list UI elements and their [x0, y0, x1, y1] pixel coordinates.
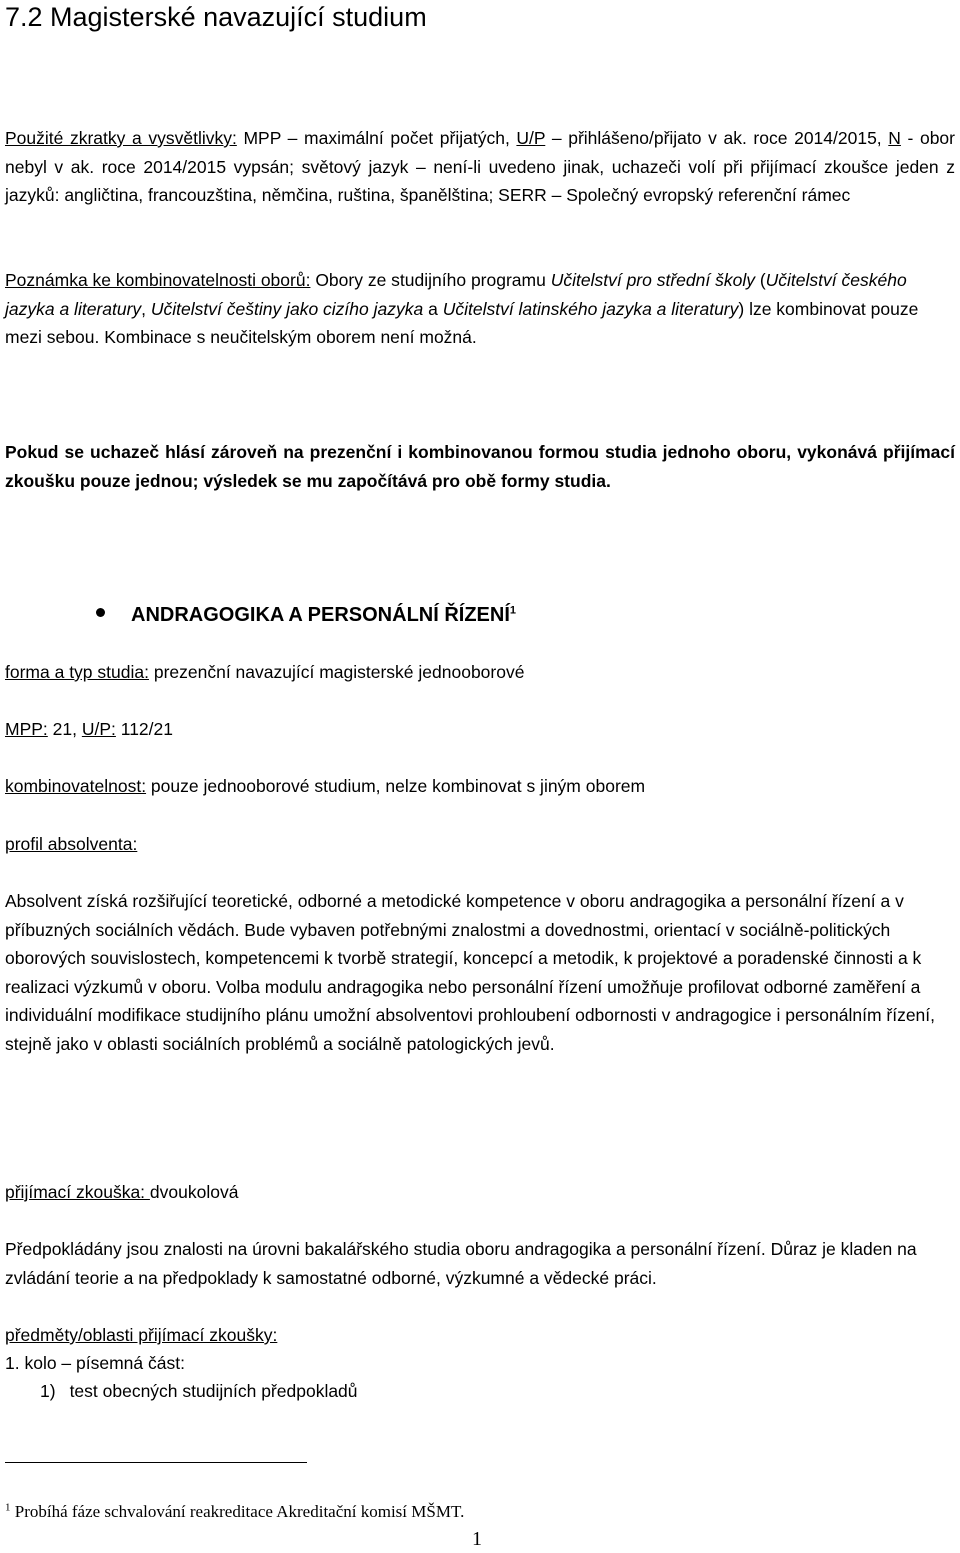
study-form-line: [5, 658, 955, 687]
abbrev-up-label: U/P: [516, 128, 546, 148]
combinability-label: kombinovatelnost:: [5, 776, 147, 796]
bullet-icon: [96, 608, 105, 617]
exam-line: [5, 1178, 955, 1207]
abbreviations-paragraph: [5, 124, 955, 210]
profile-paragraph: Absolvent získá rozšiřující teoretické, odborné a metodické kompetence v oboru andragogika a personální řízení a v příbuzných sociálních vědách. Bude vybaven potřebnými znalostmi a dovednostmi, orientací v sociálně-politických oborových souvislostech, kompetencemi k tvorbě strategií, koncepcí a metodik, k projektové a poradenské činnosti a k realizaci výzkumů v oboru. Volba modulu andragogika nebo personální řízení umožňuje profilovat odborné zaměření a individuální modifikace studijního plánu umožní absolventovi prohloubení odbornosti v andragogice i personálním řízení, stejně jako v oblasti sociálních problémů a sociálně patologických jevů.: [5, 891, 936, 1054]
up-label: U/P:: [81, 719, 116, 739]
mpp-label: MPP:: [5, 719, 48, 739]
abbrev-n-label: N: [888, 128, 901, 148]
profile-heading: [5, 830, 955, 859]
combination-note-paragraph: [5, 266, 955, 352]
program-title-text: ANDRAGOGIKA A PERSONÁLNÍ ŘÍZENÍ: [131, 604, 510, 626]
abbrev-n-text: - obor nebyl v ak. roce 2014/2015 vypsán; světový jazyk – není-li uvedeno jinak, uchazeči volí při přijímací zkoušce jeden z jazyků: angličtina, francouzština, němčina, ruština, španělština; SERR – Společný evropský referenční rámec: [5, 128, 955, 206]
footnote: [5, 1500, 464, 1524]
footnote-text: Probíhá fáze schvalování reakreditace Akreditační komisí MŠMT.: [10, 1502, 465, 1521]
note-text-2: (: [754, 270, 766, 290]
combination-note-label: Poznámka ke kombinovatelnosti oborů:: [5, 270, 311, 290]
note-italic-3: Učitelství češtiny jako cizího jazyka: [150, 298, 424, 319]
note-text-1: Obory ze studijního programu: [310, 270, 551, 290]
round-1-heading: 1. kolo – písemná část:: [5, 1353, 185, 1373]
combinability-line: [5, 772, 955, 801]
page-number: 1: [472, 1528, 482, 1550]
footnote-ref: 1: [509, 604, 517, 617]
expectations-paragraph: Předpokládány jsou znalosti na úrovni bakalářského studia oboru andragogika a personální řízení. Důraz je kladen na zvládání teorie a na předpoklady k samostatné odborné, výzkumné a vědecké práci.: [5, 1239, 917, 1288]
up-value: 112/21: [115, 719, 173, 739]
study-form-value: prezenční navazující magisterské jednooborové: [148, 662, 525, 682]
mpp-value: 21,: [47, 719, 82, 739]
exam-value: dvoukolová: [149, 1182, 239, 1202]
abbreviations-label: Použité zkratky a vysvětlivky:: [5, 128, 237, 148]
profile-label: profil absolventa:: [5, 834, 138, 854]
combinability-value: pouze jednooborové studium, nelze kombinovat s jiným oborem: [146, 776, 646, 796]
subjects-heading: [5, 1321, 955, 1350]
note-text-3: ,: [141, 298, 151, 319]
exam-label: přijímací zkouška:: [5, 1182, 150, 1202]
note-text-5: ) lze kombinovat pouze mezi sebou. Kombinace s neučitelským oborem není možná.: [5, 298, 919, 348]
list-item-text: test obecných studijních předpokladů: [69, 1381, 358, 1401]
note-italic-4: Učitelství latinského jazyka a literatury: [442, 298, 739, 319]
program-title: [131, 600, 516, 630]
mpp-line: [5, 715, 955, 744]
note-text-4: a: [423, 298, 443, 319]
note-italic-1: Učitelství pro střední školy: [550, 270, 755, 290]
footnote-number: 1: [5, 1501, 11, 1514]
note-italic-2: Učitelství českého jazyka a literatury: [5, 270, 907, 319]
subjects-label: předměty/oblasti přijímací zkoušky:: [5, 1325, 278, 1345]
bold-notice: Pokud se uchazeč hlásí zároveň na prezenční i kombinovanou formou studia jednoho oboru, vykonává přijímací zkoušku pouze jednou; výsledek se mu započítává pro obě formy studia.: [5, 442, 955, 491]
section-heading: 7.2 Magisterské navazující studium: [5, 2, 427, 32]
abbrev-mpp-text: MPP – maximální počet přijatých,: [236, 128, 517, 148]
footnote-divider: [5, 1462, 307, 1463]
list-item-number: 1): [40, 1381, 56, 1401]
abbrev-up-text: – přihlášeno/přijato v ak. roce 2014/2015,: [545, 128, 889, 148]
list-item: [40, 1377, 358, 1406]
study-form-label: forma a typ studia:: [5, 662, 149, 682]
